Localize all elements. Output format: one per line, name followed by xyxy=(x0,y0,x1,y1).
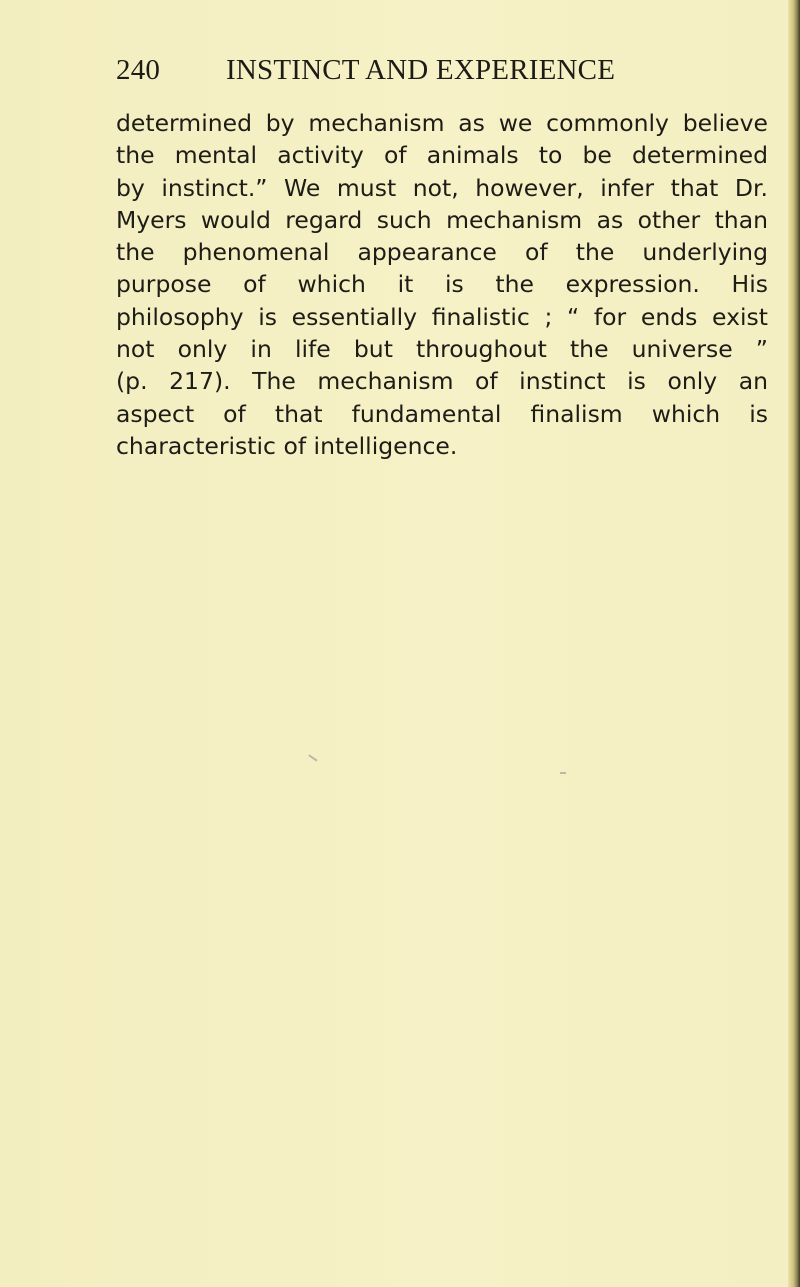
text-line: not only in life but throughout the universe ” xyxy=(116,335,768,364)
text-line: the phenomenal appearance of the underlying xyxy=(116,238,768,267)
paper-speck xyxy=(560,772,566,774)
text-line: determined by mechanism as we commonly believe xyxy=(116,109,768,137)
running-title: INSTINCT AND EXPERIENCE xyxy=(226,54,616,86)
text-line: the mental activity of animals to be determined xyxy=(116,141,768,170)
text-line: philosophy is essentially finalistic ; “ for ends exist xyxy=(116,302,768,331)
page-edge xyxy=(788,0,800,1287)
text-line: by instinct.” We must not, however, infer that Dr. xyxy=(116,173,768,202)
running-head xyxy=(116,52,676,88)
text-line: aspect of that fundamental finalism which is xyxy=(116,399,768,428)
text-line: purpose of which it is the expression. His xyxy=(116,270,768,299)
page-number: 240 xyxy=(116,54,161,86)
text-line: Myers would regard such mechanism as other than xyxy=(116,205,768,234)
text-line: (p. 217). The mechanism of instinct is only an xyxy=(116,367,768,396)
paper-speck xyxy=(308,754,317,761)
text-line: characteristic of intelligence. xyxy=(116,431,458,460)
body-paragraph xyxy=(116,107,768,462)
